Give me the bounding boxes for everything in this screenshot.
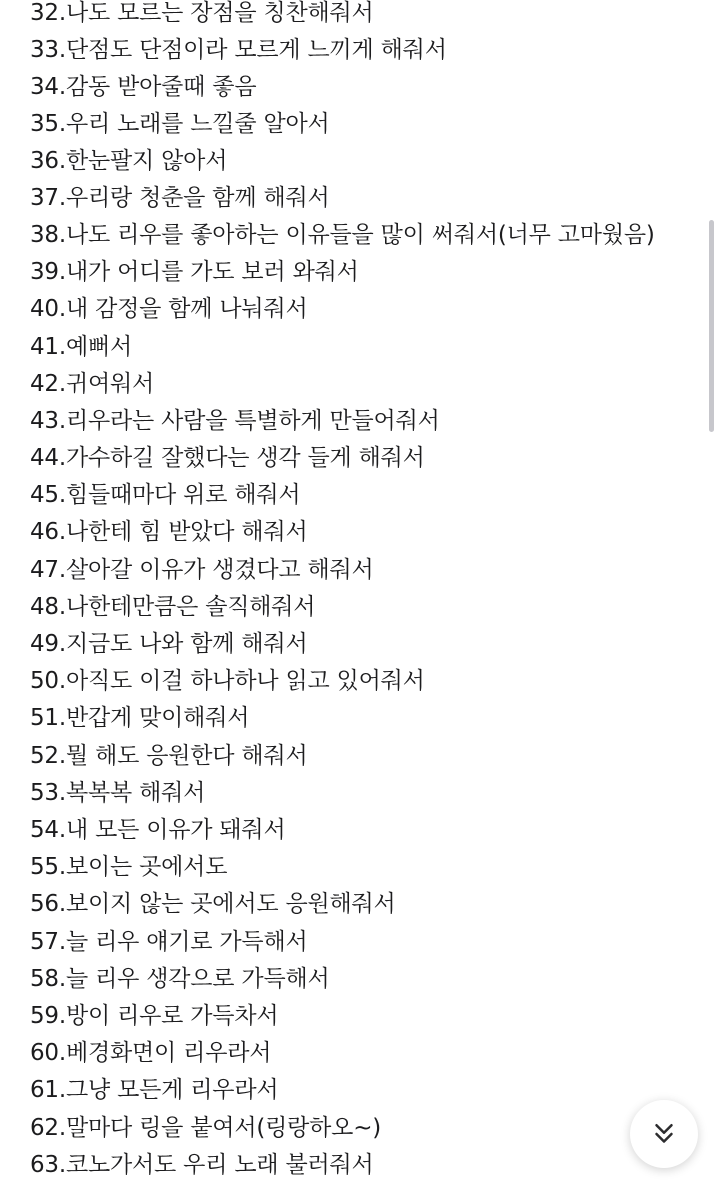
list-item: 36.한눈팔지 않아서 [30,148,228,174]
list-item: 49.지금도 나와 함께 해줘서 [30,631,308,657]
list-item: 61.그냥 모든게 리우라서 [30,1077,279,1103]
scrollbar[interactable] [709,220,714,432]
list-item: 47.살아갈 이유가 생겼다고 해줘서 [30,557,374,583]
list-item: 45.힘들때마다 위로 해줘서 [30,482,301,508]
list-item: 62.말마다 링을 붙여서(링랑하오~) [30,1115,382,1141]
list-item: 63.코노가서도 우리 노래 불러줘서 [30,1152,374,1178]
list-item: 43.리우라는 사람을 특별하게 만들어줘서 [30,408,440,434]
list-item: 52.뭘 해도 응원한다 해줘서 [30,743,308,769]
list-item: 56.보이지 않는 곳에서도 응원해줘서 [30,891,396,917]
list-item: 33.단점도 단점이라 모르게 느끼게 해줘서 [30,37,447,63]
list-item: 42.귀여워서 [30,371,155,397]
list-item: 58.늘 리우 생각으로 가득해서 [30,966,330,992]
list-item: 44.가수하길 잘했다는 생각 들게 해줘서 [30,445,425,471]
scroll-to-bottom-button[interactable] [630,1100,698,1168]
list-item: 48.나한테만큼은 솔직해줘서 [30,594,316,620]
list-item: 60.베경화면이 리우라서 [30,1040,272,1066]
list-item: 46.나한테 힘 받았다 해줘서 [30,519,308,545]
list-item: 50.아직도 이걸 하나하나 읽고 있어줘서 [30,668,425,694]
list-item: 57.늘 리우 얘기로 가득해서 [30,929,308,955]
list-item: 59.방이 리우로 가득차서 [30,1003,279,1029]
list-item: 53.복복복 해줘서 [30,780,206,806]
list-item: 55.보이는 곳에서도 [30,854,228,880]
list-item: 51.반갑게 맞이해줘서 [30,705,250,731]
list-item: 35.우리 노래를 느낄줄 알아서 [30,111,330,137]
double-chevron-down-icon [649,1119,679,1149]
list-item: 39.내가 어디를 가도 보러 와줘서 [30,259,359,285]
list-item: 38.나도 리우를 좋아하는 이유들을 많이 써줘서(너무 고마웠음) [30,222,655,248]
list-item: 41.예뻐서 [30,334,133,360]
list-item: 37.우리랑 청춘을 함께 해줘서 [30,185,330,211]
list-item: 34.감동 받아줄때 좋음 [30,74,257,100]
list-item: 54.내 모든 이유가 돼줘서 [30,817,286,843]
list-item: 40.내 감정을 함께 나눠줘서 [30,296,308,322]
list-item: 32.나도 모르는 장점을 칭찬해줘서 [30,0,374,26]
